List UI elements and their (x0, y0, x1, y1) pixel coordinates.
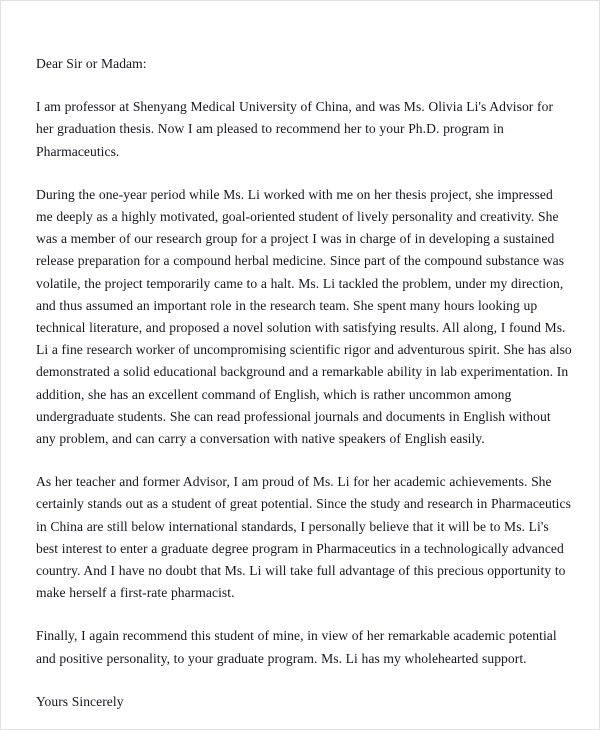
letter-closing: Yours Sincerely (36, 693, 124, 709)
letter-paragraph-1: I am professor at Shenyang Medical University of China, and was Ms. Olivia Li's Advisor for her graduation thesis. Now I am pleased to recommend her to your Ph.D. program in Pharmaceutics. (36, 99, 554, 159)
letter-paragraph-2: During the one-year period while Ms. Li worked with me on her thesis project, she impressed me deeply as a highly motivated, goal-oriented student of lively personality and creativity. She was a member of our research group for a project I was in charge of in developing a sustained release preparation for a compound herbal medicine. Since part of the compound substance was volatile, the project temporarily came to a halt. Ms. Li tackled the problem, under my direction, and thus assumed an important role in the research team. She spent many hours looking up technical literature, and proposed a novel solution with satisfying results. All along, I found Ms. Li a fine research worker of uncompromising scientific rigor and adventurous spirit. She has also demonstrated a solid educational background and a remarkable ability in lab experimentation. In addition, she has an excellent command of English, which is rather uncommon among undergraduate students. She can read professional journals and documents in English without any problem, and can carry a conversation with native speakers of English easily. (36, 186, 572, 447)
letter-paragraph-3: As her teacher and former Advisor, I am proud of Ms. Li for her academic achievements. She certainly stands out as a student of great potential. Since the study and research in Pharmaceutics in China are still below international standards, I personally believe that it will be to Ms. Li's best interest to enter a graduate degree program in Pharmaceutics in a technologically advanced country. And I have no doubt that Ms. Li will take full advantage of this precious opportunity to make herself a first-rate pharmacist. (36, 474, 571, 601)
letter-body (36, 53, 572, 713)
letter-paragraph-4: Finally, I again recommend this student of mine, in view of her remarkable academic potential and positive personality, to your graduate program. Ms. Li has my wholehearted support. (36, 628, 557, 666)
letter-salutation: Dear Sir or Madam: (36, 56, 147, 71)
